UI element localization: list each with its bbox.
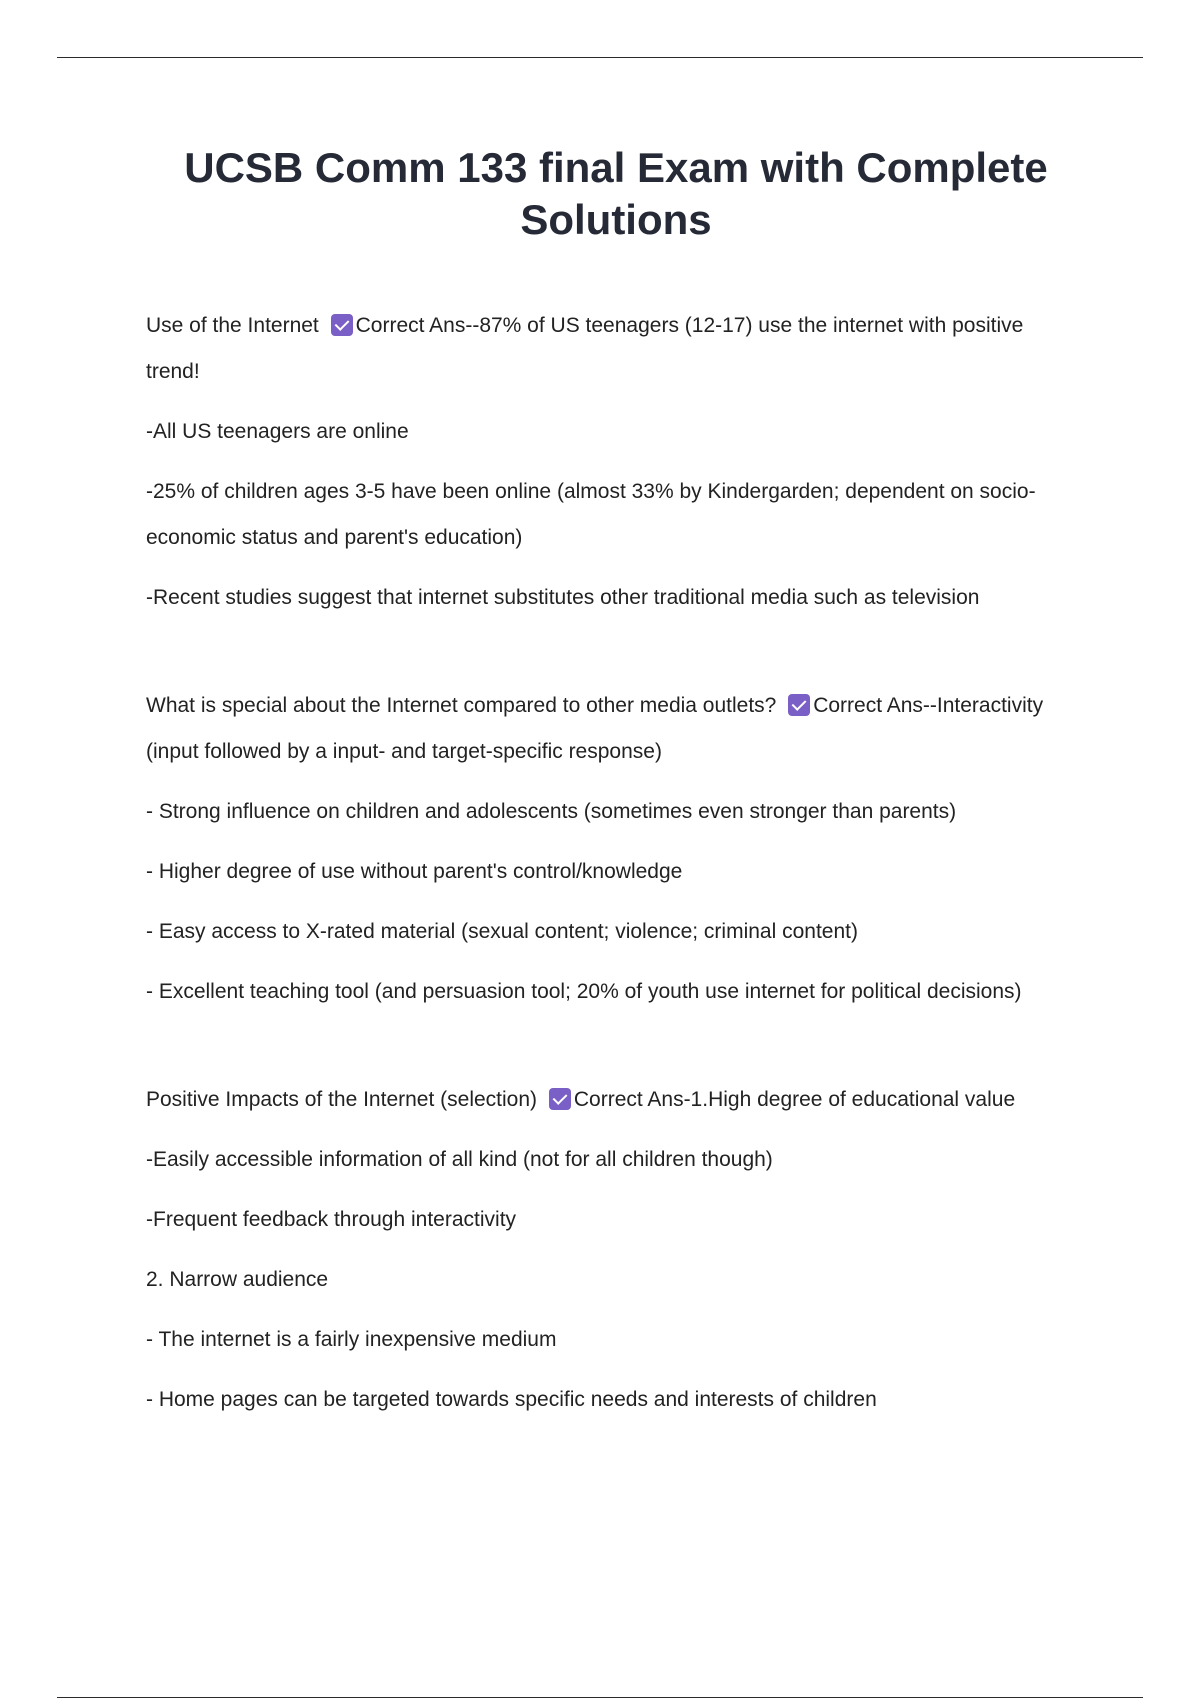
- question-line: [146, 1077, 1076, 1123]
- check-box-icon: [549, 1088, 571, 1110]
- answer-detail-line: -25% of children ages 3-5 have been online (almost 33% by Kindergarden; dependent on socio-economic status and parent's education): [146, 480, 1036, 549]
- answer-detail-line: - Home pages can be targeted towards specific needs and interests of children: [146, 1388, 877, 1411]
- answer-text: Correct Ans--Interactivity (input followed by a input- and target-specific response): [146, 694, 1044, 763]
- answer-text: Correct Ans-1.High degree of educational value: [573, 1088, 1016, 1111]
- top-rule: [57, 57, 1143, 58]
- answer-detail-line: - Strong influence on children and adolescents (sometimes even stronger than parents): [146, 800, 957, 823]
- qa-block-special-internet: [146, 683, 1076, 1015]
- question-line: [146, 303, 1076, 395]
- document-title: UCSB Comm 133 final Exam with Complete Solutions: [184, 144, 1048, 243]
- answer-detail-line: -Recent studies suggest that internet substitutes other traditional media such as television: [146, 586, 980, 609]
- answer-detail-line: -All US teenagers are online: [146, 420, 409, 443]
- qa-block-positive-impacts: [146, 1077, 1076, 1423]
- bottom-rule: [57, 1697, 1143, 1698]
- question-line: [146, 683, 1076, 775]
- question-text: Positive Impacts of the Internet (selection): [146, 1088, 538, 1111]
- answer-detail-line: - Easy access to X-rated material (sexual content; violence; criminal content): [146, 920, 858, 943]
- question-text: Use of the Internet: [146, 314, 319, 337]
- answer-detail-line: - Excellent teaching tool (and persuasion tool; 20% of youth use internet for political decisions): [146, 980, 1022, 1003]
- qa-block-use-of-internet: [146, 303, 1076, 621]
- answer-text: Correct Ans--87% of US teenagers (12-17) use the internet with positive trend!: [146, 314, 1024, 383]
- answer-detail-line: 2. Narrow audience: [146, 1268, 329, 1291]
- answer-detail-line: - Higher degree of use without parent's control/knowledge: [146, 860, 683, 883]
- check-box-icon: [788, 694, 810, 716]
- document-body: [146, 303, 1076, 1485]
- check-box-icon: [331, 314, 353, 336]
- answer-detail-line: - The internet is a fairly inexpensive medium: [146, 1328, 557, 1351]
- answer-detail-line: -Frequent feedback through interactivity: [146, 1208, 517, 1231]
- question-text: What is special about the Internet compared to other media outlets?: [146, 694, 777, 717]
- answer-detail-line: -Easily accessible information of all kind (not for all children though): [146, 1148, 773, 1171]
